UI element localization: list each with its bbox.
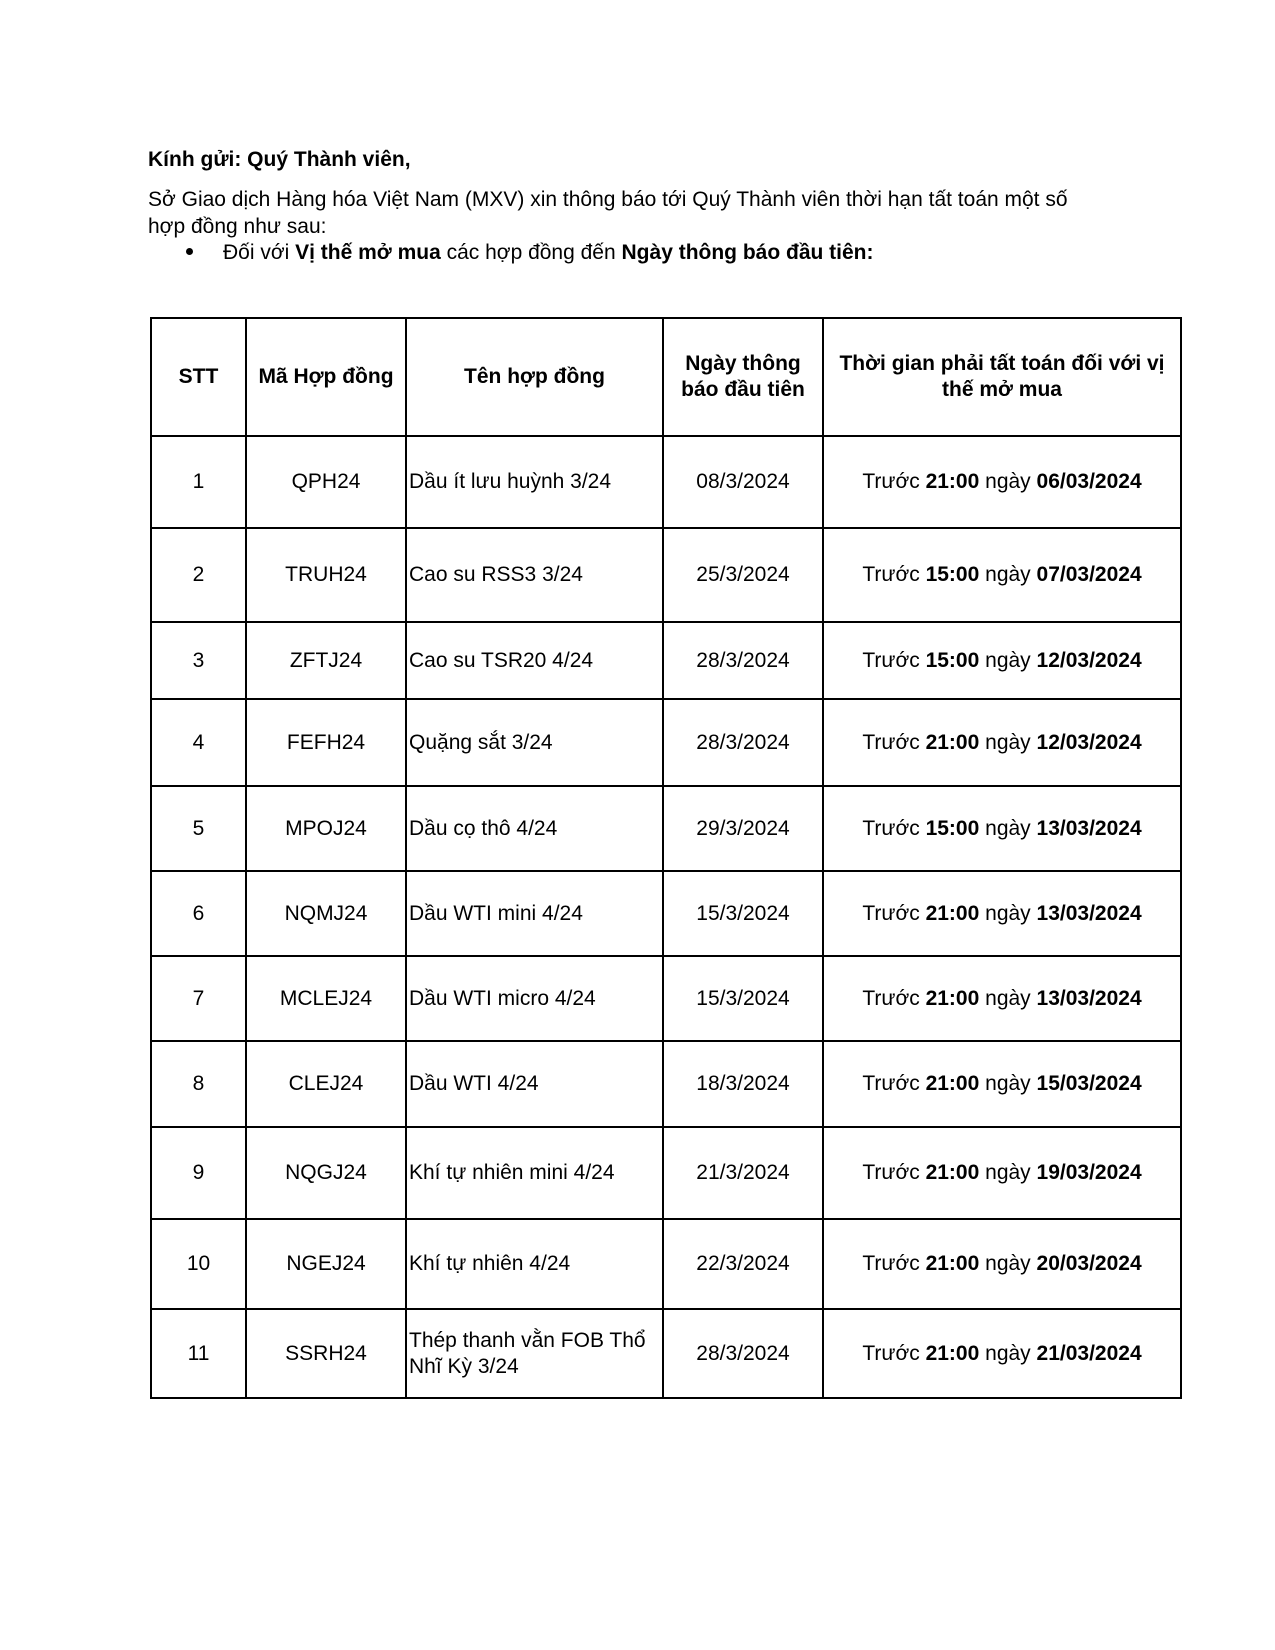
cell-contract-name: Dầu cọ thô 4/24 (406, 786, 663, 871)
cell-deadline (823, 1219, 1181, 1309)
cell-contract-name: Quặng sắt 3/24 (406, 699, 663, 786)
deadline-day-word: ngày (985, 648, 1031, 672)
cell-first-notice-date: 22/3/2024 (663, 1219, 823, 1309)
deadline-before: Trước (862, 730, 920, 754)
cell-stt: 5 (151, 786, 246, 871)
cell-stt: 3 (151, 622, 246, 699)
header-stt: STT (151, 318, 246, 436)
cell-contract-code: SSRH24 (246, 1309, 406, 1398)
header-deadline: Thời gian phải tất toán đối với vị thế mở mua (823, 318, 1181, 436)
table-row (151, 956, 1181, 1041)
deadline-time: 15:00 (925, 648, 980, 672)
deadline-before: Trước (862, 1072, 920, 1095)
contracts-table (150, 317, 1182, 1399)
deadline-day-word: ngày (985, 1252, 1031, 1275)
cell-contract-name: Dầu ít lưu huỳnh 3/24 (406, 436, 663, 528)
header-contract-code: Mã Hợp đồng (246, 318, 406, 436)
deadline-date: 13/03/2024 (1036, 986, 1142, 1010)
cell-first-notice-date: 08/3/2024 (663, 436, 823, 528)
deadline-date: 06/03/2024 (1036, 470, 1142, 493)
deadline-date: 12/03/2024 (1036, 730, 1142, 754)
cell-contract-name: Cao su RSS3 3/24 (406, 528, 663, 622)
intro-paragraph: Sở Giao dịch Hàng hóa Việt Nam (MXV) xin thông báo tới Quý Thành viên thời hạn tất toán một số hợp đồng như sau: (148, 188, 1068, 238)
cell-contract-code: MPOJ24 (246, 786, 406, 871)
deadline-day-word: ngày (985, 470, 1031, 493)
deadline-date: 13/03/2024 (1036, 816, 1142, 840)
deadline-before: Trước (862, 1341, 920, 1365)
table-body (151, 436, 1181, 1398)
cell-first-notice-date: 21/3/2024 (663, 1127, 823, 1219)
bullet-dot-icon (186, 248, 193, 255)
cell-first-notice-date: 29/3/2024 (663, 786, 823, 871)
table-header-row (151, 318, 1181, 436)
cell-stt: 2 (151, 528, 246, 622)
deadline-day-word: ngày (985, 901, 1031, 925)
cell-contract-code: NQMJ24 (246, 871, 406, 956)
deadline-before: Trước (862, 901, 920, 925)
deadline-date: 20/03/2024 (1036, 1252, 1142, 1275)
deadline-time: 15:00 (925, 563, 980, 586)
bullet-bold-fnd: Ngày thông báo đầu tiên: (621, 241, 874, 264)
table-row (151, 1127, 1181, 1219)
cell-contract-code: TRUH24 (246, 528, 406, 622)
deadline-before: Trước (862, 1161, 920, 1184)
cell-contract-code: MCLEJ24 (246, 956, 406, 1041)
cell-stt: 1 (151, 436, 246, 528)
cell-contract-name: Cao su TSR20 4/24 (406, 622, 663, 699)
greeting-line: Kính gửi: Quý Thành viên, (148, 148, 411, 171)
bullet-text (223, 239, 874, 266)
header-contract-name: Tên hợp đồng (406, 318, 663, 436)
header-first-notice-date: Ngày thông báo đầu tiên (663, 318, 823, 436)
deadline-time: 21:00 (925, 1161, 980, 1184)
cell-contract-code: NQGJ24 (246, 1127, 406, 1219)
cell-deadline (823, 871, 1181, 956)
deadline-day-word: ngày (985, 1161, 1031, 1184)
cell-first-notice-date: 15/3/2024 (663, 871, 823, 956)
table-row (151, 436, 1181, 528)
cell-stt: 8 (151, 1041, 246, 1127)
cell-stt: 7 (151, 956, 246, 1041)
table-row (151, 1219, 1181, 1309)
cell-contract-code: ZFTJ24 (246, 622, 406, 699)
cell-deadline (823, 1041, 1181, 1127)
bullet-item (148, 239, 874, 266)
cell-deadline (823, 1127, 1181, 1219)
deadline-time: 21:00 (925, 1341, 980, 1365)
cell-contract-name: Khí tự nhiên mini 4/24 (406, 1127, 663, 1219)
cell-stt: 10 (151, 1219, 246, 1309)
deadline-time: 21:00 (925, 901, 980, 925)
cell-contract-code: CLEJ24 (246, 1041, 406, 1127)
table-row (151, 786, 1181, 871)
deadline-day-word: ngày (985, 816, 1031, 840)
deadline-before: Trước (862, 1252, 920, 1275)
cell-contract-code: NGEJ24 (246, 1219, 406, 1309)
deadline-day-word: ngày (985, 986, 1031, 1010)
deadline-time: 21:00 (925, 1072, 980, 1095)
cell-deadline (823, 622, 1181, 699)
cell-deadline (823, 1309, 1181, 1398)
deadline-date: 13/03/2024 (1036, 901, 1142, 925)
table-row (151, 1309, 1181, 1398)
deadline-day-word: ngày (985, 1341, 1031, 1365)
cell-first-notice-date: 28/3/2024 (663, 699, 823, 786)
deadline-time: 15:00 (925, 816, 980, 840)
cell-deadline (823, 436, 1181, 528)
deadline-time: 21:00 (925, 986, 980, 1010)
deadline-before: Trước (862, 470, 920, 493)
cell-contract-name: Dầu WTI mini 4/24 (406, 871, 663, 956)
table-row (151, 528, 1181, 622)
bullet-bold-position: Vị thế mở mua (295, 241, 441, 264)
deadline-time: 21:00 (925, 1252, 980, 1275)
cell-first-notice-date: 25/3/2024 (663, 528, 823, 622)
deadline-time: 21:00 (925, 470, 980, 493)
deadline-before: Trước (862, 986, 920, 1010)
cell-contract-code: FEFH24 (246, 699, 406, 786)
table-row (151, 1041, 1181, 1127)
deadline-date: 12/03/2024 (1036, 648, 1142, 672)
cell-deadline (823, 699, 1181, 786)
cell-stt: 11 (151, 1309, 246, 1398)
cell-contract-name: Dầu WTI micro 4/24 (406, 956, 663, 1041)
deadline-before: Trước (862, 816, 920, 840)
cell-stt: 4 (151, 699, 246, 786)
deadline-date: 21/03/2024 (1036, 1341, 1142, 1365)
bullet-text-part: Đối với (223, 241, 296, 264)
cell-first-notice-date: 28/3/2024 (663, 622, 823, 699)
table-row (151, 699, 1181, 786)
cell-contract-name: Thép thanh vằn FOB Thổ Nhĩ Kỳ 3/24 (406, 1309, 663, 1398)
cell-stt: 9 (151, 1127, 246, 1219)
deadline-date: 19/03/2024 (1036, 1161, 1142, 1184)
table-row (151, 622, 1181, 699)
cell-first-notice-date: 28/3/2024 (663, 1309, 823, 1398)
cell-contract-name: Dầu WTI 4/24 (406, 1041, 663, 1127)
deadline-time: 21:00 (925, 730, 980, 754)
cell-stt: 6 (151, 871, 246, 956)
deadline-date: 07/03/2024 (1036, 563, 1142, 586)
cell-first-notice-date: 15/3/2024 (663, 956, 823, 1041)
deadline-before: Trước (862, 563, 920, 586)
deadline-day-word: ngày (985, 730, 1031, 754)
cell-deadline (823, 786, 1181, 871)
bullet-text-part: các hợp đồng đến (440, 241, 622, 264)
deadline-day-word: ngày (985, 563, 1031, 586)
deadline-date: 15/03/2024 (1036, 1072, 1142, 1095)
cell-deadline (823, 956, 1181, 1041)
deadline-day-word: ngày (985, 1072, 1031, 1095)
table-row (151, 871, 1181, 956)
cell-contract-name: Khí tự nhiên 4/24 (406, 1219, 663, 1309)
cell-deadline (823, 528, 1181, 622)
cell-first-notice-date: 18/3/2024 (663, 1041, 823, 1127)
cell-contract-code: QPH24 (246, 436, 406, 528)
deadline-before: Trước (862, 648, 920, 672)
